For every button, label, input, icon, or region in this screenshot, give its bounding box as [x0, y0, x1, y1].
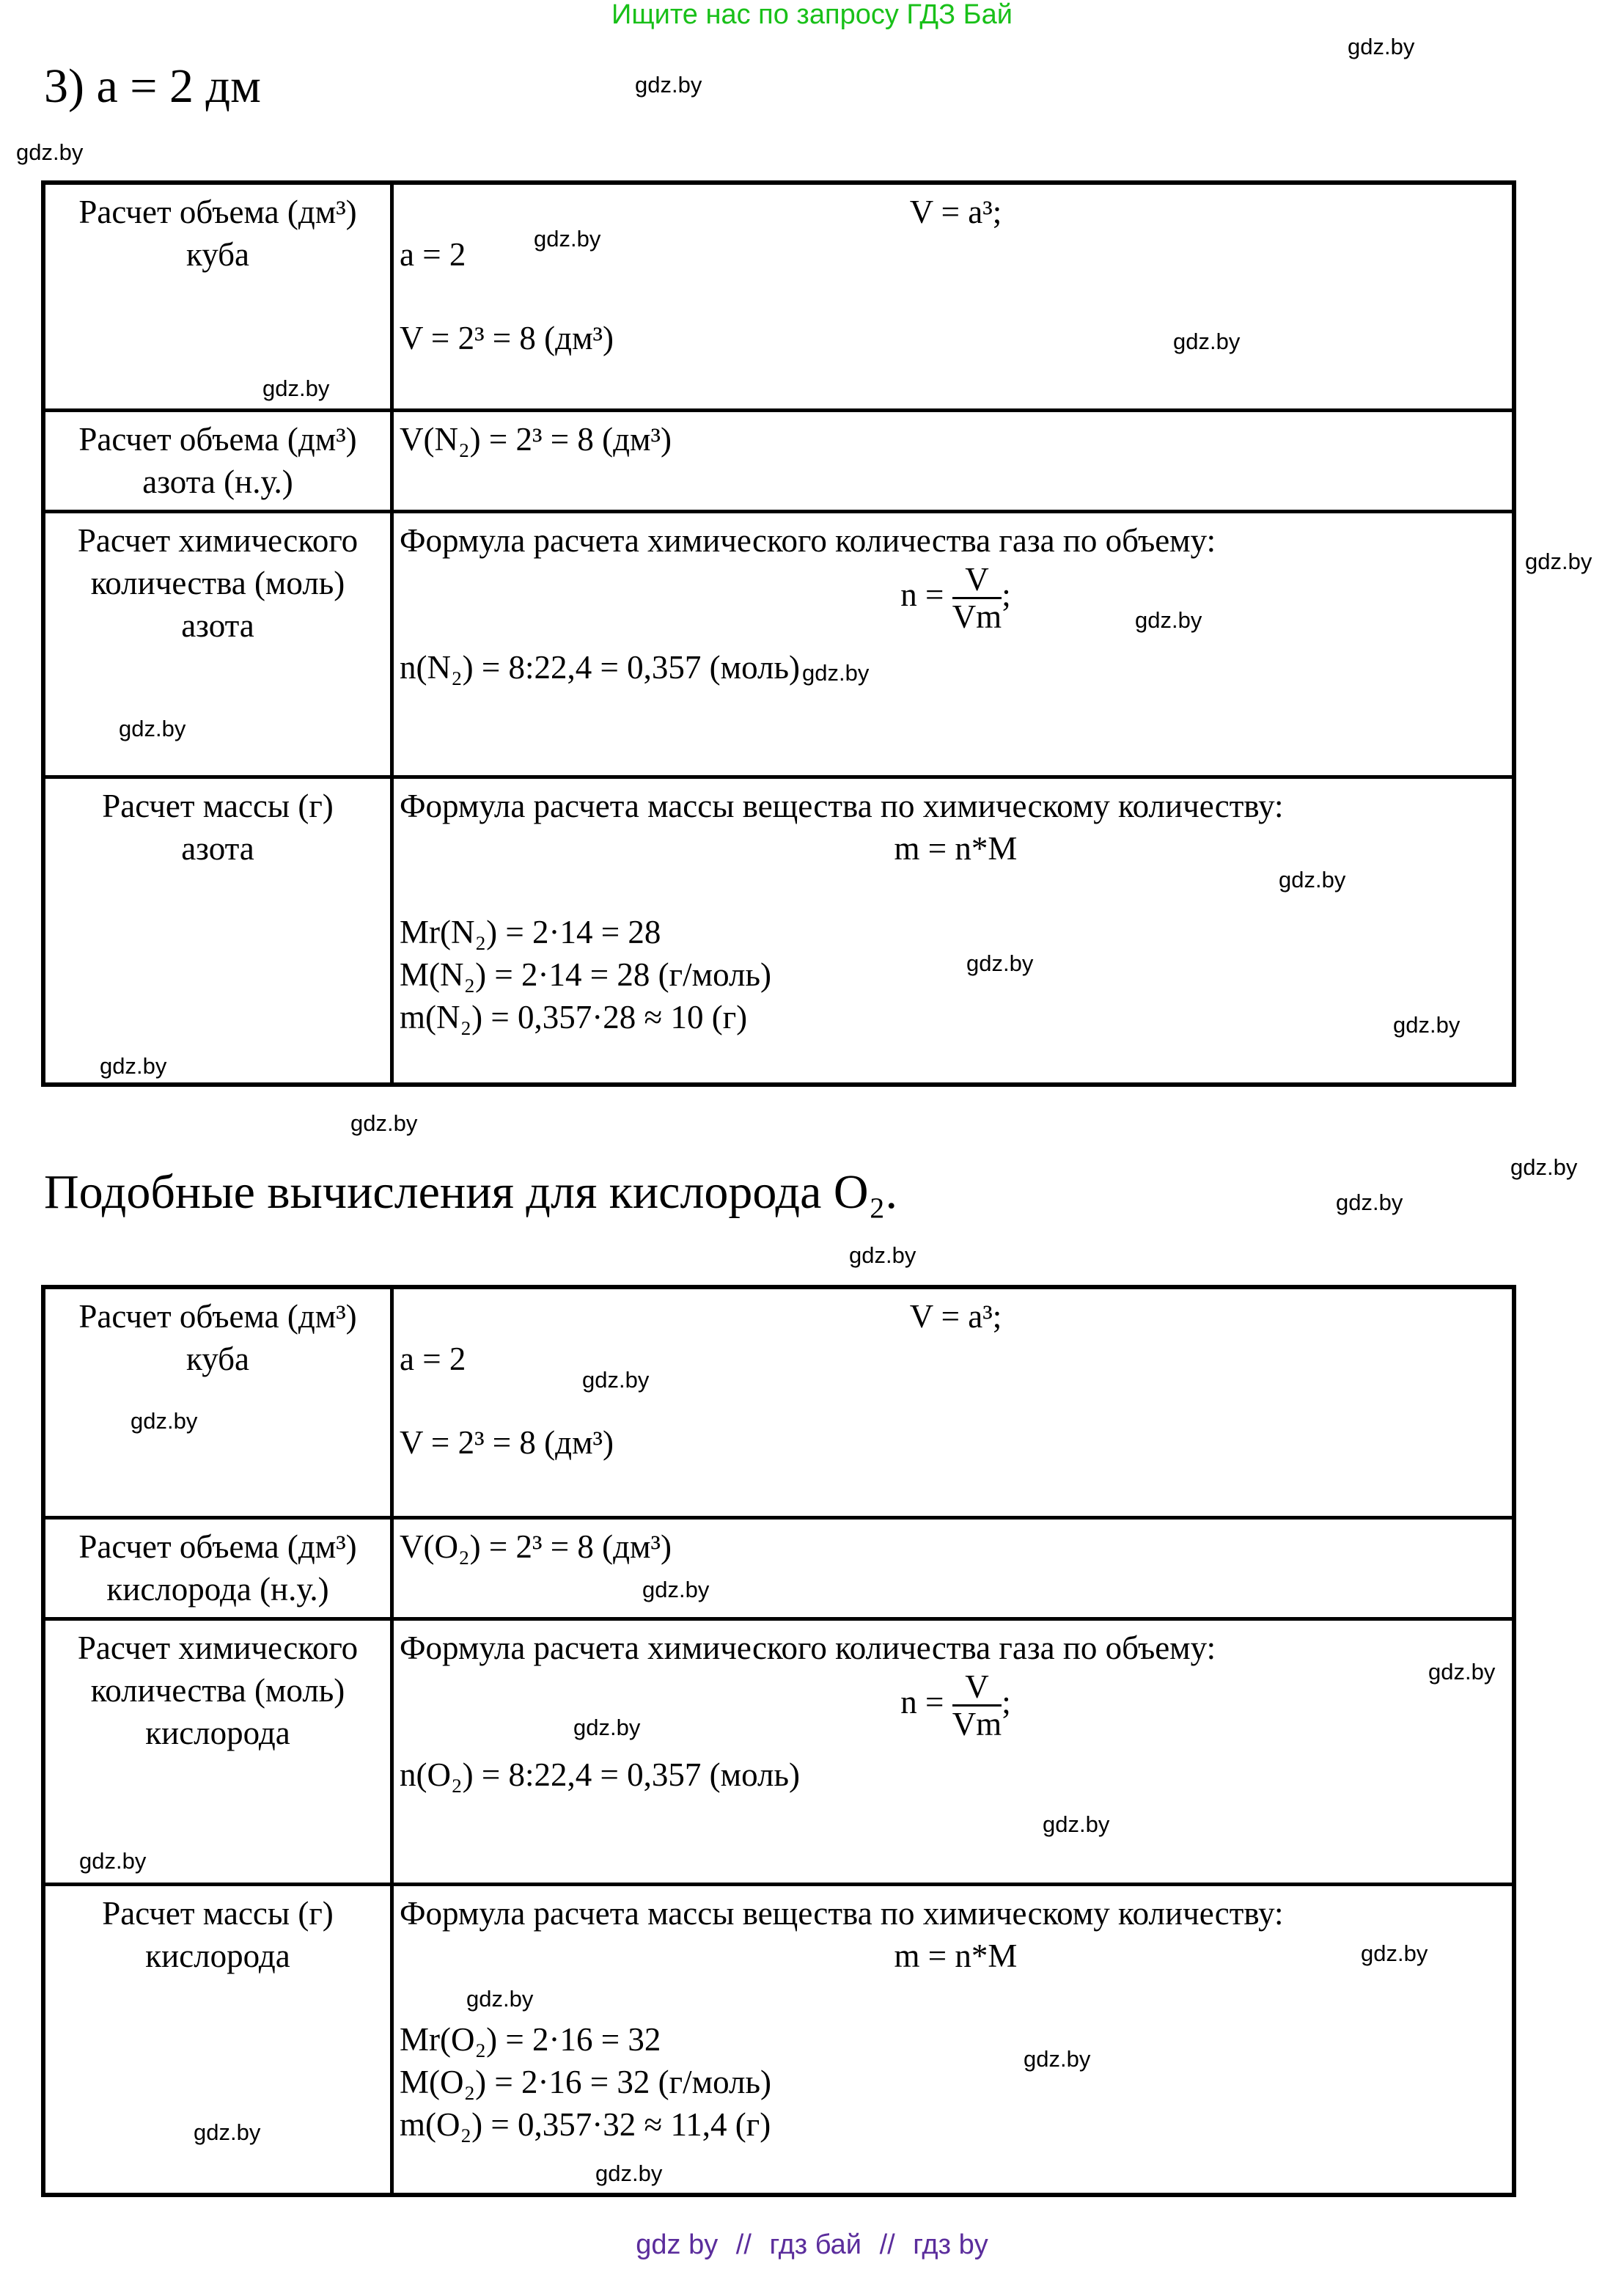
- intro-line: Формула расчета химического количества газа по объему:: [400, 1629, 1216, 1666]
- fraction-numerator: V: [952, 562, 1002, 599]
- watermark: gdz.by: [79, 1848, 147, 1874]
- label-line: Расчет объема (дм³): [78, 1528, 357, 1565]
- row-content: [392, 1619, 1515, 1884]
- result-line: n(N₂) = 8:22,4 = 0,357 (моль): [400, 648, 800, 686]
- label-line: Расчет массы (г): [102, 1894, 334, 1932]
- watermark: gdz.by: [350, 1110, 418, 1136]
- footer-separator: //: [879, 2229, 895, 2260]
- label-line: кислорода: [145, 1937, 290, 1974]
- label-line: куба: [185, 1341, 249, 1377]
- watermark: gdz.by: [1024, 2046, 1091, 2072]
- label-line: куба: [185, 236, 249, 273]
- footer-link[interactable]: гдз by: [913, 2229, 988, 2260]
- row-label: [43, 410, 392, 511]
- formula-line: m = n*M: [894, 1937, 1018, 1974]
- oxygen-calculation-table: [41, 1285, 1516, 2197]
- row-label: [43, 1884, 392, 2195]
- calc-line: M(N₂) = 2·14 = 28 (г/моль): [400, 956, 771, 993]
- result-line: n(O₂) = 8:22,4 = 0,357 (моль): [400, 1756, 800, 1793]
- row-label: [43, 1517, 392, 1619]
- fraction: [952, 562, 1002, 634]
- watermark: gdz.by: [802, 660, 870, 686]
- fraction-formula: [400, 1669, 1512, 1742]
- result-line: V = 2³ = 8 (дм³): [400, 320, 614, 356]
- watermark: gdz.by: [573, 1715, 641, 1740]
- watermark: gdz.by: [1279, 867, 1346, 892]
- row-content: [392, 1884, 1515, 2195]
- label-line: количества (моль): [90, 564, 345, 601]
- watermark: gdz.by: [635, 72, 702, 98]
- watermark: gdz.by: [642, 1577, 710, 1602]
- table-row: [43, 1619, 1514, 1884]
- row-label: [43, 183, 392, 410]
- table-row: [43, 511, 1514, 777]
- label-line: кислорода: [145, 1714, 290, 1751]
- intro-line: Формула расчета массы вещества по химическому количеству:: [400, 787, 1284, 824]
- label-line: Расчет объема (дм³): [78, 1298, 357, 1335]
- nitrogen-calculation-table: [41, 180, 1516, 1087]
- result-line: V(O₂) = 2³ = 8 (дм³): [400, 1528, 672, 1565]
- watermark: gdz.by: [534, 226, 601, 252]
- calc-line: Mr(O₂) = 2·16 = 32: [400, 2020, 661, 2058]
- fraction-denominator: Vm: [952, 1705, 1002, 1742]
- label-line: Расчет химического: [77, 521, 359, 559]
- calc-line: M(O₂) = 2·16 = 32 (г/моль): [400, 2063, 771, 2100]
- formula-line: m = n*M: [894, 829, 1018, 867]
- watermark: gdz.by: [466, 1986, 534, 2012]
- watermark: gdz.by: [100, 1053, 167, 1079]
- watermark: gdz.by: [1393, 1012, 1461, 1038]
- watermark: gdz.by: [194, 2119, 261, 2145]
- table-row: [43, 1287, 1514, 1517]
- semicolon: ;: [1002, 576, 1011, 613]
- label-line: количества (моль): [90, 1671, 345, 1709]
- top-banner[interactable]: Ищите нас по запросу ГДЗ Бай: [611, 0, 1013, 30]
- table-row: [43, 410, 1514, 511]
- label-line: Расчет массы (г): [102, 787, 334, 824]
- row-content: [392, 511, 1515, 777]
- intro-line: Формула расчета массы вещества по химическому количеству:: [400, 1894, 1284, 1932]
- intro-line: Формула расчета химического количества газа по объему:: [400, 521, 1216, 559]
- formula-lhs: n =: [900, 576, 944, 613]
- formula-line: V = a³;: [909, 1298, 1002, 1335]
- semicolon: ;: [1002, 1683, 1011, 1720]
- watermark: gdz.by: [262, 375, 330, 401]
- watermark: gdz.by: [966, 950, 1034, 976]
- formula-lhs: n =: [900, 1683, 944, 1720]
- fraction-denominator: Vm: [952, 598, 1002, 635]
- row-content: [392, 183, 1515, 410]
- watermark: gdz.by: [1043, 1811, 1110, 1837]
- fraction: [952, 1669, 1002, 1742]
- result-line: V(N₂) = 2³ = 8 (дм³): [400, 420, 672, 458]
- row-content: [392, 410, 1515, 511]
- calc-line: m(N₂) = 0,357·28 ≈ 10 (г): [400, 998, 748, 1035]
- fraction-formula: [400, 562, 1512, 634]
- label-line: Расчет объема (дм³): [78, 420, 357, 458]
- calc-line: Mr(N₂) = 2·14 = 28: [400, 913, 661, 950]
- row-content: [392, 1287, 1515, 1517]
- table-row: [43, 1884, 1514, 2195]
- watermark: gdz.by: [16, 139, 84, 165]
- label-line: Расчет объема (дм³): [78, 194, 357, 230]
- watermark: gdz.by: [1428, 1659, 1496, 1685]
- row-content: [392, 1517, 1515, 1619]
- watermark: gdz.by: [1135, 607, 1202, 633]
- watermark: gdz.by: [1348, 34, 1415, 59]
- section-heading-nitrogen: 3) a = 2 дм: [44, 59, 261, 113]
- watermark: gdz.by: [119, 716, 186, 741]
- watermark: gdz.by: [1336, 1190, 1403, 1215]
- fraction-numerator: V: [952, 1669, 1002, 1707]
- calc-line: m(O₂) = 0,357·32 ≈ 11,4 (г): [400, 2105, 771, 2143]
- watermark: gdz.by: [1361, 1940, 1428, 1966]
- watermark: gdz.by: [1525, 549, 1592, 574]
- label-line: азота: [181, 829, 254, 867]
- section-heading-oxygen: Подобные вычисления для кислорода O₂.: [44, 1165, 898, 1219]
- footer-link[interactable]: gdz by: [636, 2229, 719, 2260]
- row-content: [392, 777, 1515, 1085]
- label-line: кислорода (н.у.): [106, 1570, 329, 1608]
- watermark: gdz.by: [1173, 329, 1241, 354]
- table-row: [43, 777, 1514, 1085]
- given-line: a = 2: [400, 1341, 466, 1377]
- given-line: a = 2: [400, 236, 466, 273]
- result-line: V = 2³ = 8 (дм³): [400, 1424, 614, 1461]
- label-line: азота: [181, 606, 254, 644]
- label-line: Расчет химического: [77, 1629, 359, 1666]
- row-label: [43, 1619, 392, 1884]
- footer-link[interactable]: гдз бай: [769, 2229, 862, 2260]
- watermark: gdz.by: [582, 1367, 650, 1393]
- watermark: gdz.by: [1510, 1154, 1578, 1180]
- watermark: gdz.by: [849, 1242, 916, 1268]
- formula-line: V = a³;: [909, 194, 1002, 230]
- footer-separator: //: [735, 2229, 752, 2260]
- row-label: [43, 777, 392, 1085]
- footer-links: [0, 2229, 1624, 2261]
- row-label: [43, 1287, 392, 1517]
- row-label: [43, 511, 392, 777]
- watermark: gdz.by: [595, 2160, 663, 2186]
- label-line: азота (н.у.): [142, 463, 293, 500]
- table-row: [43, 1517, 1514, 1619]
- watermark: gdz.by: [131, 1408, 198, 1434]
